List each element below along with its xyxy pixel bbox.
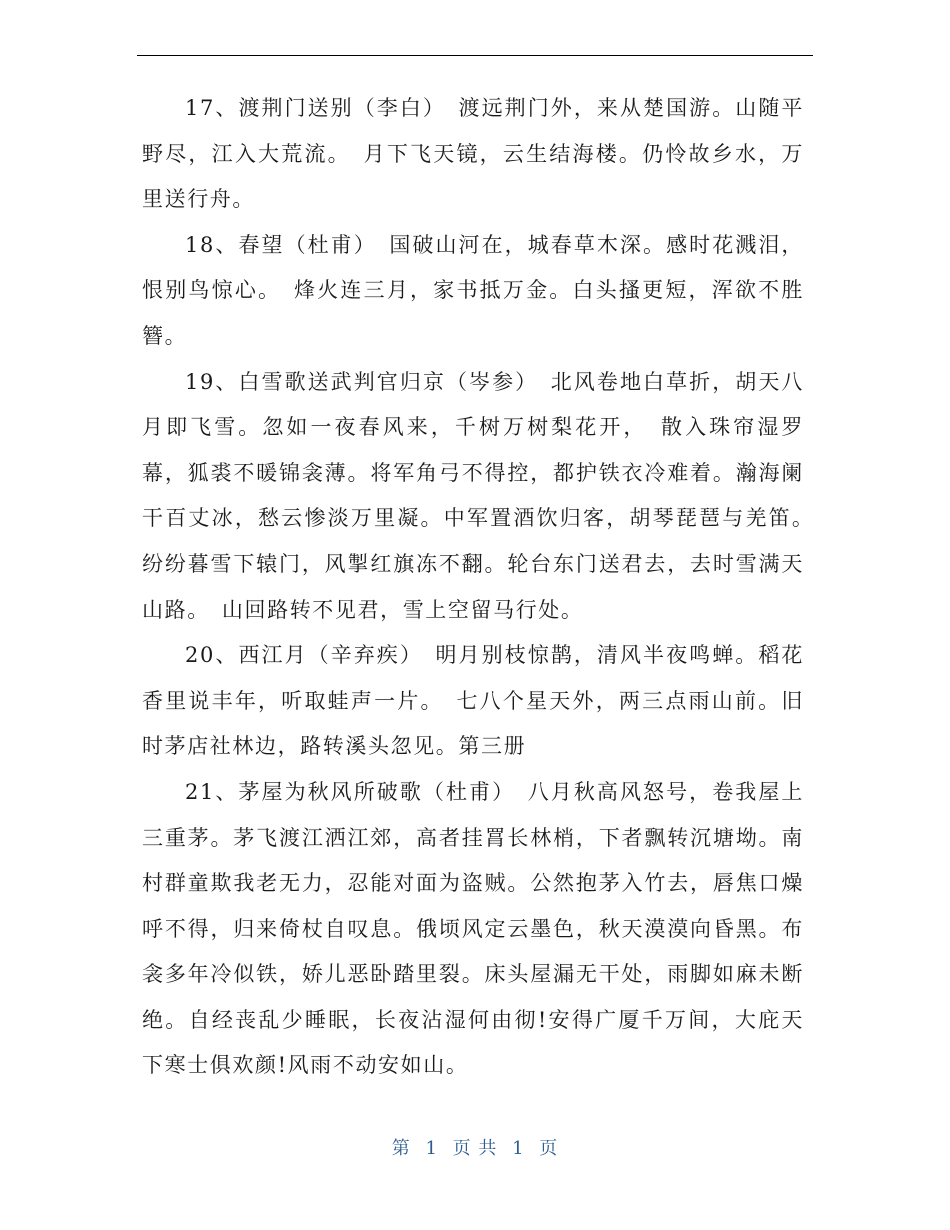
- poem-18-paragraph: 18、春望（杜甫） 国破山河在，城春草木深。感时花溅泪，恨别鸟惊心。 烽火连三月，家书抵万金。白头搔更短，浑欲不胜簪。: [142, 232, 804, 348]
- footer-middle: 页 共: [452, 1138, 498, 1159]
- poem-17-paragraph: 17、渡荆门送别（李白） 渡远荆门外，来从楚国游。山随平野尽，江入大荒流。 月下飞天镜，云生结海楼。仍怜故乡水，万里送行舟。: [142, 96, 804, 212]
- footer-total-pages: 1: [512, 1138, 525, 1159]
- poem-19-paragraph: 19、白雪歌送武判官归京（岑参） 北风卷地白草折，胡天八月即飞雪。忽如一夜春风来，千树万树梨花开， 散入珠帘湿罗幕，狐裘不暖锦衾薄。将军角弓不得控，都护铁衣冷难着。瀚海阑干百丈冰，愁云惨淡万里凝。中军置酒饮归客，胡琴琵琶与羌笛。 纷纷暮雪下辕门，风掣红旗冻不翻。轮台东门送君去，去时雪满天山路。 山回路转不见君，雪上空留马行处。: [142, 369, 827, 622]
- poem-21-paragraph: 21、茅屋为秋风所破歌（杜甫） 八月秋高风怒号，卷我屋上三重茅。茅飞渡江洒江郊，高者挂罥长林梢，下者飘转沉塘坳。南村群童欺我老无力，忍能对面为盗贼。公然抱茅入竹去，唇焦口燥呼不得，归来倚杖自叹息。俄顷风定云墨色，秋天漠漠向昏黑。布衾多年冷似铁，娇儿恶卧踏里裂。床头屋漏无干处，雨脚如麻未断绝。自经丧乱少睡眠，长夜沾湿何由彻!安得广厦千万间，大庇天下寒士俱欢颜!风雨不动安如山。: [142, 779, 804, 1078]
- header-rule: [137, 55, 813, 56]
- poem-20-paragraph: 20、西江月（辛弃疾） 明月别枝惊鹊，清风半夜鸣蝉。稻花香里说丰年，听取蛙声一片。 七八个星天外，两三点雨山前。旧时茅店社林边，路转溪头忽见。第三册: [142, 643, 804, 759]
- footer-prefix: 第: [391, 1138, 411, 1159]
- footer-page-number: 1: [425, 1138, 438, 1159]
- page-footer: [0, 1134, 950, 1160]
- footer-suffix: 页: [539, 1138, 559, 1159]
- document-body: [142, 86, 827, 1089]
